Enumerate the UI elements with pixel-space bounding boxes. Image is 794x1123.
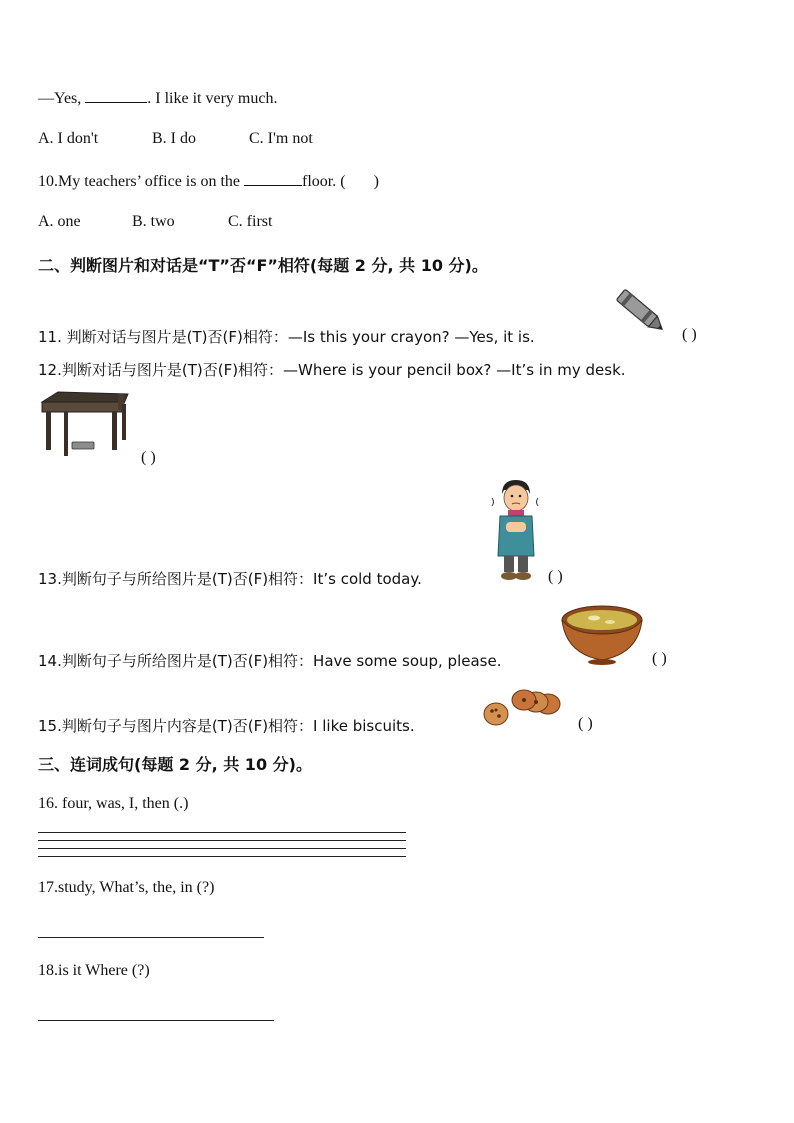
q16-answer-line-1[interactable] (38, 832, 406, 833)
q14-text (38, 650, 501, 671)
q10-option-b[interactable]: B. two (132, 213, 175, 230)
section2-heading: 二、判断图片和对话是“T”否“F”相符(每题 2 分, 共 10 分)。 (38, 256, 488, 275)
q10-paren-close: ) (373, 173, 379, 190)
q18-answer-line[interactable] (38, 1020, 274, 1021)
q17-answer-line[interactable] (38, 937, 264, 938)
q11-text (38, 326, 535, 347)
q12-text-content: 12.判断对话与图片是(T)否(F)相符：—Where is your pencil box? —It’s in my desk. (38, 361, 626, 379)
q11-answer-paren[interactable]: ( ) (682, 326, 697, 343)
q15-text (38, 715, 415, 736)
q13-text-content: 13.判断句子与所给图片是(T)否(F)相符：It’s cold today. (38, 570, 422, 588)
q12-answer-paren[interactable]: ( ) (141, 449, 156, 466)
soup-bowl-image (560, 604, 644, 666)
q10-option-a[interactable]: A. one (38, 213, 81, 230)
q9-option-b[interactable]: B. I do (152, 130, 196, 147)
q9-option-c[interactable]: C. I'm not (249, 130, 313, 147)
q9-answer-end: . I like it very much. (147, 90, 278, 107)
q9-answer-start: —Yes, (38, 90, 86, 107)
q13-answer-paren[interactable]: ( ) (548, 568, 563, 585)
q16-text: 16. four, was, I, then (.) (38, 795, 189, 812)
biscuits-image (482, 688, 566, 730)
crayon-image (608, 284, 672, 340)
q15-answer-paren[interactable]: ( ) (578, 715, 593, 732)
q9-blank[interactable] (85, 88, 147, 103)
q10-stem (38, 171, 379, 191)
section3-heading: 三、连词成句(每题 2 分, 共 10 分)。 (38, 755, 312, 774)
q11-text-content: 11. 判断对话与图片是(T)否(F)相符：—Is this your crayon? —Yes, it is. (38, 328, 535, 346)
q13-text (38, 568, 422, 589)
q10-stem-start: 10.My teachers’ office is on the (38, 173, 245, 190)
q10-stem-end: floor. ( (302, 173, 346, 190)
q10-blank[interactable] (244, 171, 302, 186)
q16-answer-line-3[interactable] (38, 848, 406, 849)
q9-option-a[interactable]: A. I don't (38, 130, 99, 147)
q16-answer-line-2[interactable] (38, 840, 406, 841)
q16-answer-line-4[interactable] (38, 856, 406, 857)
desk-image (38, 390, 130, 460)
q12-text (38, 359, 626, 380)
q17-text: 17.study, What’s, the, in (?) (38, 879, 215, 896)
q18-text: 18.is it Where (?) (38, 962, 150, 979)
q14-text-content: 14.判断句子与所给图片是(T)否(F)相符：Have some soup, please. (38, 652, 502, 670)
q15-text-content: 15.判断句子与图片内容是(T)否(F)相符：I like biscuits. (38, 717, 415, 735)
cold-boy-image (488, 476, 544, 584)
q10-option-c[interactable]: C. first (228, 213, 273, 230)
q14-answer-paren[interactable]: ( ) (652, 650, 667, 667)
q9-answer-line (38, 88, 277, 108)
